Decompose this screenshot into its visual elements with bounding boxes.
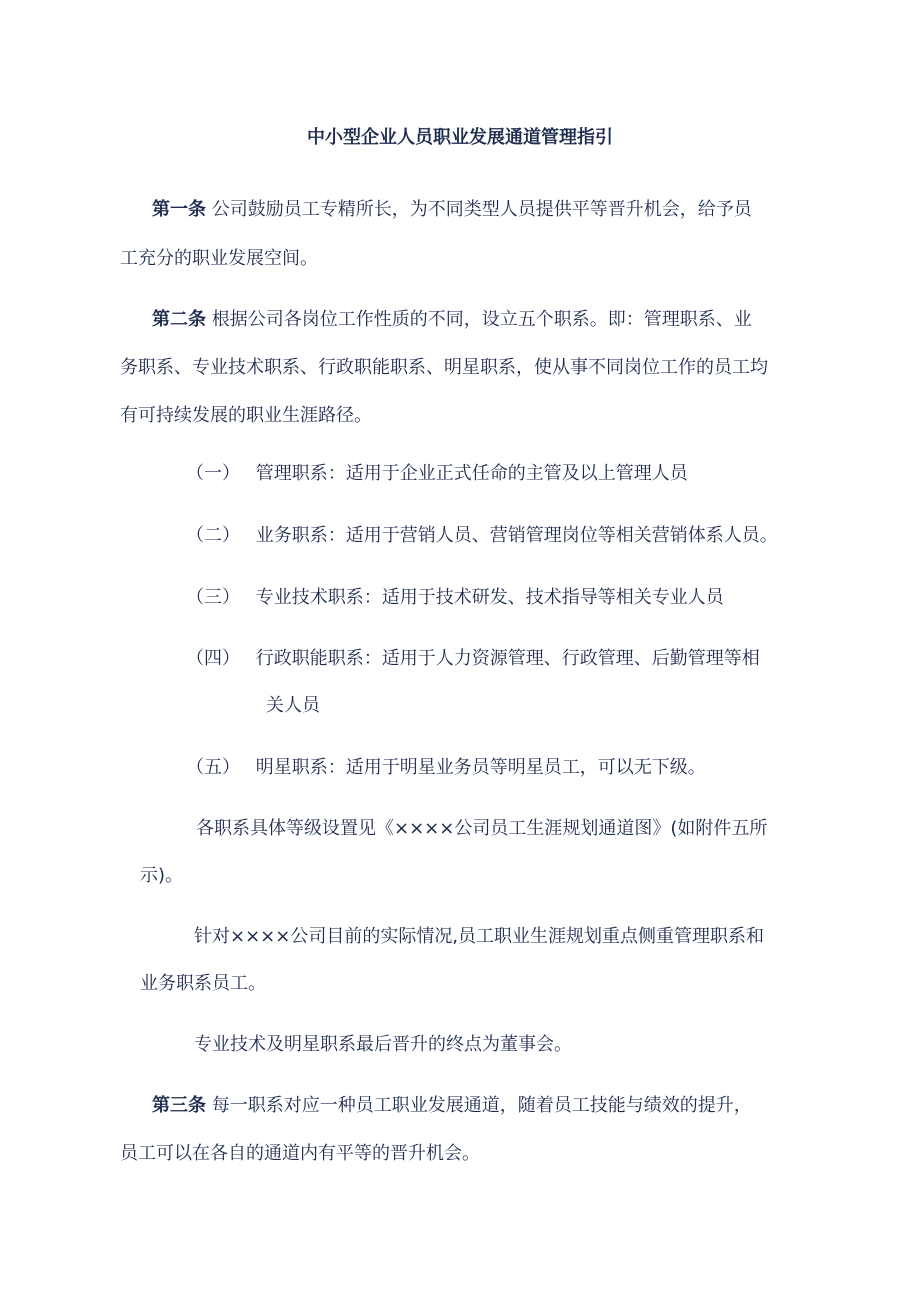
document-title: 中小型企业人员职业发展通道管理指引 [307,127,613,148]
list-item-text: 行政职能职系：适用于人力资源管理、行政管理、后勤管理等相 [255,648,760,669]
list-item-number: （二） [186,525,240,546]
list-item-number: （五） [186,757,240,778]
list-item-number: （一） [186,463,240,484]
article-2-text-1: 根据公司各岗位工作性质的不同，设立五个职系。即：管理职系、业 [211,309,752,330]
list-item-text: 业务职系：适用于营销人员、营销管理岗位等相关营销体系人员。 [255,525,778,546]
article-1-line-2: 工充分的职业发展空间。 [120,248,318,269]
list-item-number: （三） [186,587,240,608]
list-item-continuation: 关人员 [266,695,320,716]
article-2-label: 第二条 [152,309,206,330]
list-item-number: （四） [186,648,240,669]
article-1-label: 第一条 [152,199,206,220]
list-item [186,645,760,673]
list-item [186,584,724,612]
article-3-line-1 [152,1092,752,1120]
article-3-text-1: 每一职系对应一种员工职业发展通道，随着员工技能与绩效的提升， [211,1095,752,1116]
list-item-text: 明星职系：适用于明星业务员等明星员工，可以无下级。 [255,757,706,778]
article-3-label: 第三条 [152,1095,206,1116]
paragraph-2-line-2: 业务职系员工。 [140,973,266,994]
article-2-line-1 [152,306,752,334]
article-1-line-1 [152,196,752,224]
paragraph-1-line-1: 各职系具体等级设置见《××××公司员工生涯规划通道图》(如附件五所 [196,818,768,839]
paragraph-1-line-2: 示)。 [140,865,184,886]
list-item-text: 专业技术职系：适用于技术研发、技术指导等相关专业人员 [255,587,724,608]
list-item [186,522,778,550]
article-3-line-2: 员工可以在各自的通道内有平等的晋升机会。 [120,1143,480,1164]
article-2-line-3: 有可持续发展的职业生涯路径。 [120,405,372,426]
list-item-text: 管理职系：适用于企业正式任命的主管及以上管理人员 [255,463,688,484]
article-2-line-2: 务职系、专业技术职系、行政职能职系、明星职系，使从事不同岗位工作的员工均 [120,357,768,378]
list-item [186,754,706,782]
article-1-text-1: 公司鼓励员工专精所长，为不同类型人员提供平等晋升机会，给予员 [211,199,752,220]
paragraph-2-line-1: 针对××××公司目前的实际情况,员工职业生涯规划重点侧重管理职系和 [194,926,765,947]
paragraph-3-line-1: 专业技术及明星职系最后晋升的终点为董事会。 [194,1034,572,1055]
list-item [186,460,688,488]
